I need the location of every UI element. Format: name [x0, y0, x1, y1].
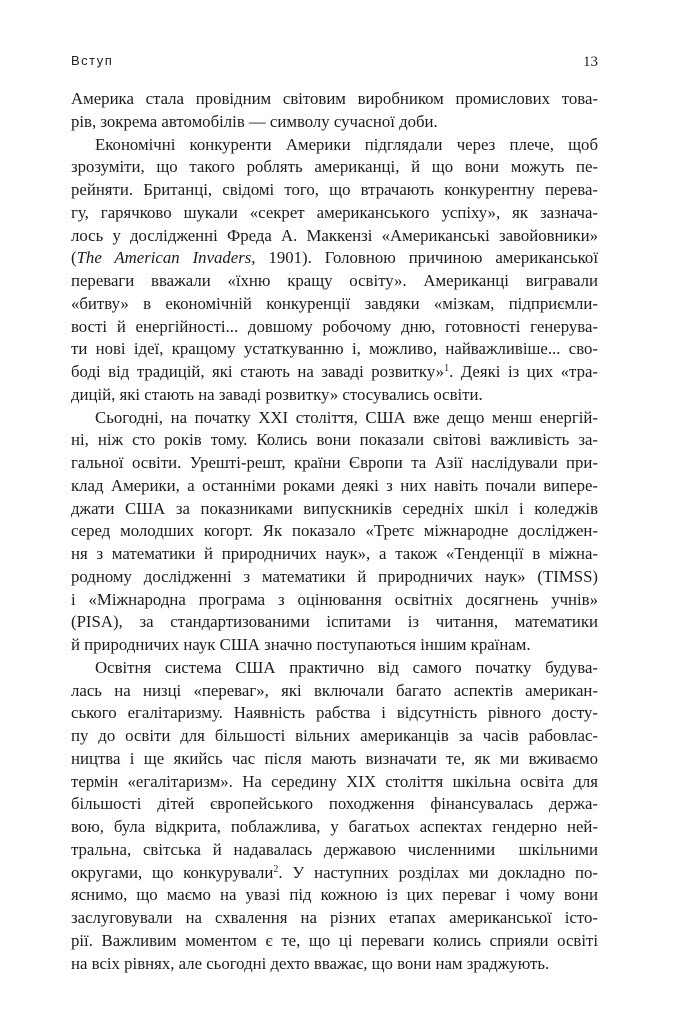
text-line	[71, 930, 598, 953]
text-segment: пу до освіти для більшості вільних американців за часів рабовлас-	[71, 726, 598, 745]
text-segment: лась на низці «переваг», які включали багато аспектів американ-	[71, 680, 598, 700]
paragraph-first-line	[71, 134, 598, 157]
text-line	[71, 884, 598, 907]
text-segment: гу, гарячково шукали «секрет американського успіху», як зазнача-	[71, 202, 598, 222]
text-line	[71, 247, 598, 270]
text-segment: (PISA), за стандартизованими іспитами із читання, математики	[71, 612, 598, 632]
text-line	[71, 611, 598, 634]
text-line	[71, 862, 598, 885]
text-segment: ництва і ще якийсь час після мають визначати те, як ми вживаємо	[71, 748, 598, 768]
text-segment: термін «егалітаризм». На середину XIX століття шкільна освіта для	[71, 771, 598, 791]
text-segment: більшості дітей європейського походження фінансувалась держа-	[71, 794, 598, 814]
text-segment: лось у дослідженні Фреда А. Маккензі «Американські завойовники»	[71, 225, 598, 245]
text-segment: родному дослідженні з математики й природничих наук» (TIMSS)	[71, 566, 598, 586]
text-line	[71, 680, 598, 703]
text-line	[71, 452, 598, 475]
text-segment: (	[71, 248, 77, 268]
text-line	[71, 429, 598, 452]
text-segment: . Деякі із цих «тра-	[449, 362, 598, 381]
text-line	[71, 270, 598, 293]
text-line	[71, 839, 598, 862]
text-line	[71, 634, 598, 657]
text-line	[71, 589, 598, 612]
text-segment: гальної освіти. Урешті-решт, країни Європи та Азії наслідували при-	[71, 453, 598, 472]
text-segment: рії. Важливим моментом є те, що ці переваги колись сприяли освіті	[71, 930, 598, 950]
text-segment: ського егалітаризму. Наявність рабства і відсутність рівного досту-	[71, 703, 598, 723]
text-line	[71, 793, 598, 816]
text-segment: 1901). Головною причиною американської	[255, 248, 598, 268]
page-number: 13	[583, 54, 598, 70]
text-segment: «битву» в економічній конкуренції завдяки «мізкам, підприємли-	[71, 293, 598, 313]
text-line	[71, 702, 598, 725]
text-segment: зрозуміти, що такого роблять американці, й що вони можуть пе-	[71, 157, 598, 177]
text-segment: ти нові ідеї, кращому устаткуванню і, можливо, найважливіше... сво-	[71, 339, 598, 359]
text-segment: дицій, які стають на заваді розвитку» стосувались освіти.	[71, 384, 483, 404]
body-text	[71, 88, 598, 975]
paragraph-first-line	[71, 657, 598, 680]
text-line	[71, 498, 598, 521]
footnote-marker: 1	[444, 363, 450, 374]
text-line	[71, 88, 598, 111]
text-line	[71, 293, 598, 316]
text-segment: джати США за показниками випускників середніх шкіл і коледжів	[71, 498, 598, 518]
text-segment: ні, ніж сто років тому. Колись вони показали світові важливість за-	[71, 430, 598, 450]
text-segment: округами, що конкурували	[71, 862, 274, 882]
text-segment: Сьогодні, на початку XXI століття, США вже дещо менш енергій-	[95, 407, 598, 427]
text-segment: і «Міжнародна програма з оцінювання освітніх досягнень учнів»	[71, 589, 598, 609]
text-segment: на всіх рівнях, але сьогодні дехто вважає, що вони нам зраджують.	[71, 953, 550, 973]
text-segment: клад Америки, а останніми роками деякі з них навіть почали випере-	[71, 475, 598, 495]
paragraph-first-line	[71, 407, 598, 430]
text-line	[71, 316, 598, 339]
text-line	[71, 361, 598, 384]
book-title-italic: The American Invaders,	[76, 248, 256, 268]
text-segment: яснимо, що маємо на увазі під кожною із цих переваг і чому вони	[71, 885, 598, 905]
text-segment: переваги вважали «їхню кращу освіту». Американці вигравали	[71, 271, 598, 290]
text-line	[71, 475, 598, 498]
text-line	[71, 225, 598, 248]
text-line	[71, 566, 598, 589]
text-segment: рейняти. Британці, свідомі того, що втрачають конкурентну перева-	[71, 180, 598, 199]
text-line	[71, 111, 598, 134]
text-segment: боді від традицій, які стають на заваді розвитку»	[71, 362, 445, 381]
text-segment: ня з математики й природничих наук», а також «Тенденції в міжна-	[71, 544, 598, 563]
text-line	[71, 543, 598, 566]
text-segment: рів, зокрема автомобілів — символу сучасної доби.	[71, 111, 438, 131]
text-line	[71, 907, 598, 930]
text-segment: Освітня система США практично від самого початку будува-	[95, 657, 598, 677]
text-segment: серед молодших когорт. Як показало «Третє міжнародне досліджен-	[71, 521, 598, 541]
text-segment: вості й енергійності... довшому робочому дню, готовності генерува-	[71, 316, 598, 336]
text-segment: й природничих наук США значно поступаються іншим країнам.	[71, 635, 531, 654]
text-line	[71, 384, 598, 407]
text-segment: вою, була відкрита, поблажлива, у багатьох аспектах гендерно ней-	[71, 817, 598, 836]
text-line	[71, 771, 598, 794]
text-segment: тральна, світська й надавалась державою численними шкільними	[71, 839, 598, 859]
text-line	[71, 202, 598, 225]
text-line	[71, 725, 598, 748]
text-line	[71, 816, 598, 839]
footnote-marker: 2	[273, 863, 279, 875]
text-line	[71, 156, 598, 179]
text-line	[71, 338, 598, 361]
text-line	[71, 520, 598, 543]
running-head: Вступ	[71, 53, 114, 68]
text-segment: Економічні конкуренти Америки підглядали через плече, щоб	[95, 134, 598, 154]
text-segment: Америка стала провідним світовим виробником промислових това-	[71, 89, 598, 108]
text-line	[71, 748, 598, 771]
text-line	[71, 953, 598, 976]
text-segment: заслуговували на схвалення на різних етапах американської істо-	[71, 908, 598, 927]
text-segment: . У наступних розділах ми докладно по-	[278, 862, 599, 882]
text-line	[71, 179, 598, 202]
